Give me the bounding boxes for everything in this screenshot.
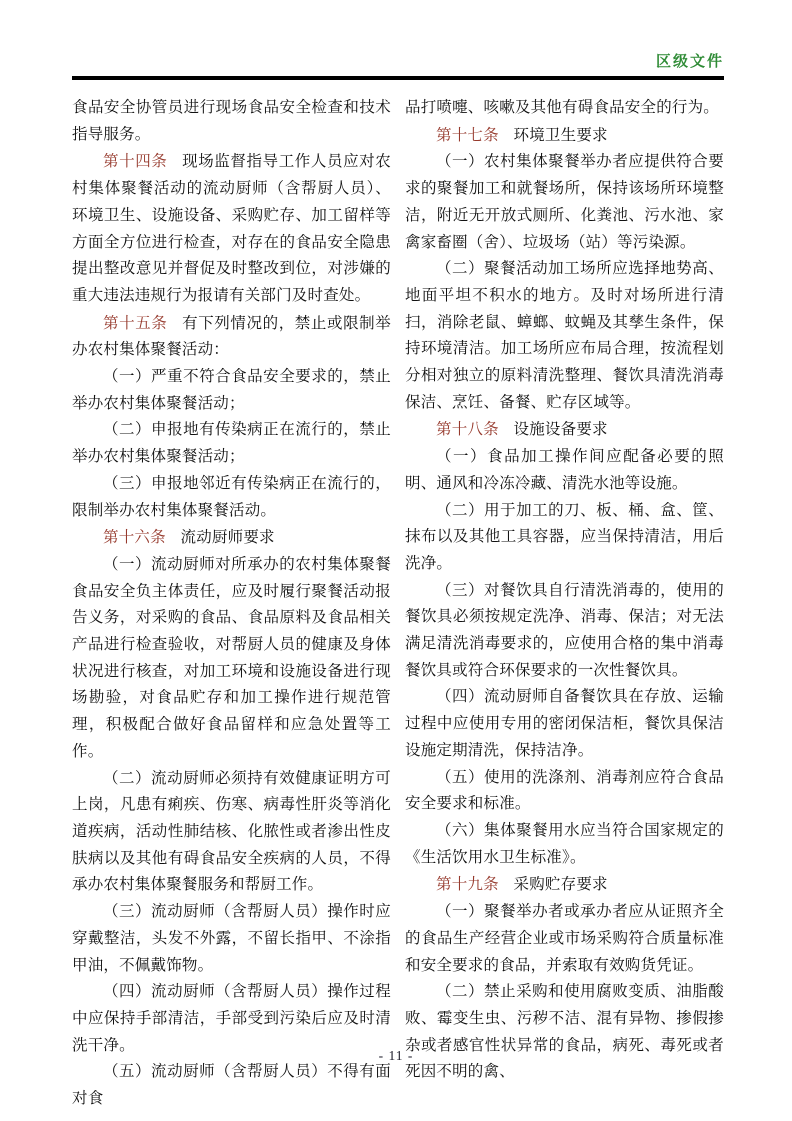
body-paragraph: （一）农村集体聚餐举办者应提供符合要求的聚餐加工和就餐场所，保持该场所环境整洁，附近无开放式厕所、化粪池、污水池、家禽家畜圈（舍）、垃圾场（站）等污染源。: [405, 153, 724, 251]
article-paragraph: 第十六条 流动厨师要求: [103, 528, 275, 547]
body-paragraph: （一）食品加工操作间应配备必要的照明、通风和冷冻冷藏、清洗水池等设施。: [405, 448, 724, 492]
article-paragraph: 第十七条 环境卫生要求: [436, 125, 608, 144]
body-paragraph: （五）使用的洗涤剂、消毒剂应符合食品安全要求和标准。: [405, 768, 724, 813]
article-number: 第十八条: [436, 420, 499, 439]
right-column: [405, 95, 724, 1113]
article-number: 第十五条: [103, 313, 168, 332]
body-paragraph: （一）聚餐举办者或承办者应从证照齐全的食品生产经营企业或市场采购符合质量标准和安全要求的食品，并索取有效购货凭证。: [405, 903, 724, 974]
article-paragraph: 第十四条 现场监督指导工作人员应对农村集体聚餐活动的流动厨师（含帮厨人员）、环境卫生、设施设备、采购贮存、加工留样等方面全方位进行检查，对存在的食品安全隐患提出整改意见并督促及时整改到位，对涉嫌的重大违法违规行为报请有关部门及时查处。: [72, 152, 391, 304]
body-paragraph: （五）流动厨师（含帮厨人员）不得有面对食: [72, 1063, 391, 1108]
body-paragraph: （三）申报地邻近有传染病正在流行的，限制举办农村集体聚餐活动。: [72, 474, 391, 519]
body-paragraph: （二）流动厨师必须持有效健康证明方可上岗，凡患有痢疾、伤寒、病毒性肝炎等消化道疾病，活动性肺结核、化脓性或者渗出性皮肤病以及其他有碍食品安全疾病的人员，不得承办农村集体聚餐服务和帮厨工作。: [72, 769, 391, 894]
body-paragraph: （一）流动厨师对所承办的农村集体聚餐食品安全负主体责任，应及时履行聚餐活动报告义务，对采购的食品、食品原料及食品相关产品进行检查验收，对帮厨人员的健康及身体状况进行核查，对加工环境和设施设备进行现场勘验，对食品贮存和加工操作进行规范管理，积极配合做好食品留样和应急处置等工作。: [72, 555, 391, 760]
header-label: 区级文件: [655, 52, 724, 70]
page-footer: [0, 1047, 792, 1065]
page-header: [72, 50, 724, 80]
article-number: 第十七条: [436, 125, 499, 144]
article-paragraph: 第十九条 采购贮存要求: [436, 875, 608, 894]
body-paragraph: 品打喷嚏、咳嗽及其他有碍食品安全的行为。: [405, 99, 720, 116]
body-paragraph: （二）申报地有传染病正在流行的，禁止举办农村集体聚餐活动；: [72, 421, 391, 466]
body-paragraph: （四）流动厨师自备餐饮具在存放、运输过程中应使用专用的密闭保洁柜，餐饮具保洁设施定期清洗，保持洁净。: [405, 688, 724, 759]
article-number: 第十九条: [436, 875, 499, 894]
body-paragraph: （二）用于加工的刀、板、桶、盒、筐、抹布以及其他工具容器，应当保持清洁，用后洗净。: [405, 501, 724, 572]
article-paragraph: 第十八条 设施设备要求: [436, 420, 608, 439]
two-column-body: [72, 95, 724, 1113]
body-paragraph: （三）流动厨师（含帮厨人员）操作时应穿戴整洁，头发不外露，不留长指甲、不涂指甲油，不佩戴饰物。: [72, 903, 391, 974]
body-paragraph: （一）严重不符合食品安全要求的，禁止举办农村集体聚餐活动；: [72, 368, 391, 412]
article-number: 第十四条: [103, 152, 168, 171]
page-number: - 11 -: [378, 1048, 414, 1063]
body-paragraph: （二）聚餐活动加工场所应选择地势高、地面平坦不积水的地方。及时对场所进行清扫，消除老鼠、蟑螂、蚊蝇及其孳生条件，保持环境清洁。加工场所应布局合理，按流程划分相对独立的原料清洗整理、餐饮具清洗消毒保洁、烹饪、备餐、贮存区域等。: [405, 260, 724, 411]
body-paragraph: （六）集体聚餐用水应当符合国家规定的《生活饮用水卫生标准》。: [405, 821, 724, 866]
body-paragraph: （三）对餐饮具自行清洗消毒的，使用的餐饮具必须按规定洗净、消毒、保洁；对无法满足清洗消毒要求的，应使用合格的集中消毒餐饮具或符合环保要求的一次性餐饮具。: [405, 581, 724, 679]
body-paragraph: （二）禁止采购和使用腐败变质、油脂酸败、霉变生虫、污秽不洁、混有异物、掺假掺杂或者感官性状异常的食品，病死、毒死或者死因不明的禽、: [405, 983, 724, 1081]
body-paragraph: 食品安全协管员进行现场食品安全检查和技术指导服务。: [72, 99, 391, 143]
article-number: 第十六条: [103, 528, 166, 547]
left-column: [72, 95, 391, 1113]
body-paragraph: （四）流动厨师（含帮厨人员）操作过程中应保持手部清洁，手部受到污染后应及时清洗干净。: [72, 983, 391, 1054]
article-paragraph: 第十五条 有下列情况的，禁止或限制举办农村集体聚餐活动：: [72, 313, 391, 359]
